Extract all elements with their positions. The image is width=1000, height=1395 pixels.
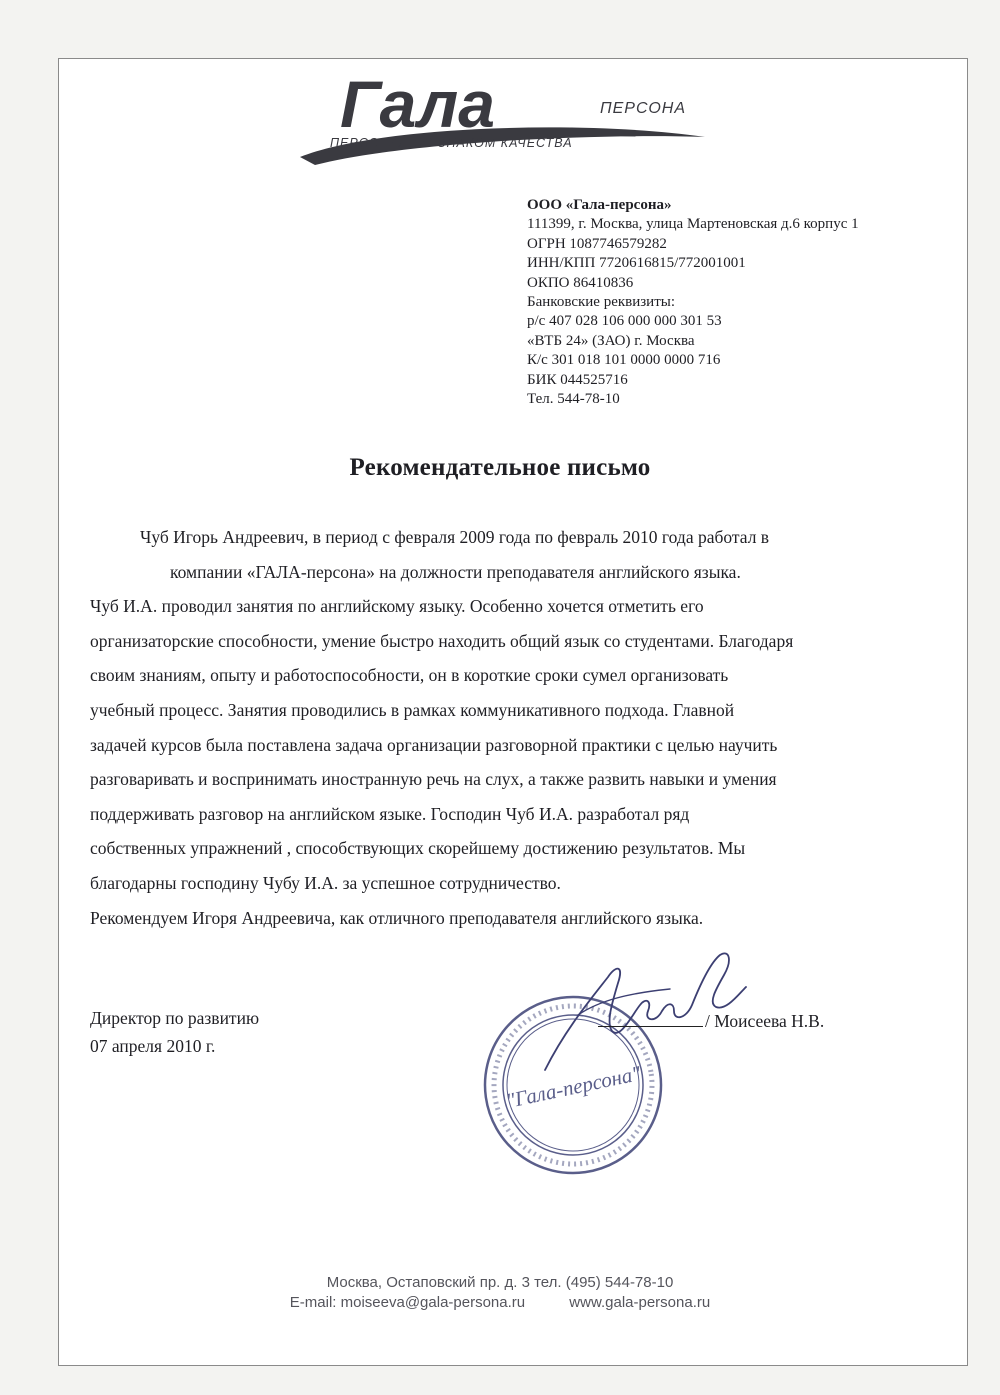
company-inn: ИНН/КПП 7720616815/772001001 [527, 255, 746, 272]
signature [520, 945, 760, 1075]
company-logo [260, 65, 720, 175]
footer-email[interactable]: E-mail: moiseeva@gala-persona.ru [289, 1294, 526, 1311]
company-name: ООО «Гала-персона» [527, 197, 672, 213]
stamp-center-text: "Гала-персона" [503, 1060, 643, 1113]
signer-block [598, 1011, 824, 1032]
signatory-position: Директор по развитию [90, 1008, 260, 1028]
company-bank-label: Банковские реквизиты: [527, 294, 676, 311]
company-ogrn: ОГРН 1087746579282 [527, 235, 667, 252]
logo-sub-text: ПЕРСОНА [600, 100, 686, 117]
footer-address: Москва, Остаповский пр. д. 3 тел. (495) 544-78-10 [326, 1274, 674, 1291]
company-phone: Тел. 544-78-10 [527, 391, 620, 408]
body-line: поддерживать разговор на английском языке. Господин Чуб И.А. разработал ряд [90, 803, 690, 824]
body-line: задачей курсов была поставлена задача организации разговорной практики с целью научить [90, 734, 778, 755]
body-line: учебный процесс. Занятия проводились в рамках коммуникативного подхода. Главной [90, 699, 735, 720]
signer-name: / Моисеева Н.В. [705, 1011, 825, 1031]
logo-tagline-text: ПЕРСОНАЛ СО ЗНАКОМ КАЧЕСТВА [330, 136, 573, 150]
company-bik: БИК 044525716 [527, 371, 628, 388]
body-line: благодарны господину Чубу И.А. за успешное сотрудничество. [90, 872, 561, 893]
body-line: Чуб Игорь Андреевич, в период с февраля 2009 года по февраль 2010 года работал в [140, 527, 770, 547]
company-bank: «ВТБ 24» (ЗАО) г. Москва [527, 332, 695, 349]
company-address: 111399, г. Москва, улица Мартеновская д.6 корпус 1 [527, 216, 859, 233]
company-account: р/с 407 028 106 000 000 301 53 [527, 313, 722, 330]
letter-date: 07 апреля 2010 г. [90, 1036, 216, 1056]
signature-line [598, 1026, 703, 1027]
signatory-block [90, 1004, 259, 1060]
body-line: Рекомендуем Игоря Андреевича, как отличного преподавателя английского языка. [90, 907, 704, 928]
letter-footer [0, 1273, 1000, 1313]
company-details [527, 196, 859, 409]
body-line: разговаривать и воспринимать иностранную речь на слух, а также развить навыки и умения [90, 769, 777, 790]
company-okpo: ОКПО 86410836 [527, 274, 634, 291]
body-line: собственных упражнений , способствующих скорейшему достижению результатов. Мы [90, 838, 746, 859]
logo-main-text: Гала [340, 67, 495, 141]
body-line: своим знаниям, опыту и работоспособности, он в короткие сроки сумел организовать [90, 665, 729, 686]
footer-website[interactable]: www.gala-persona.ru [569, 1294, 711, 1311]
body-line: Чуб И.А. проводил занятия по английскому языку. Особенно хочется отметить его [90, 596, 704, 617]
letter-body [90, 520, 920, 935]
letter-title: Рекомендательное письмо [349, 454, 651, 481]
company-corr-account: К/с 301 018 101 0000 0000 716 [527, 352, 721, 369]
body-line: компании «ГАЛА-персона» на должности преподавателя английского языка. [170, 561, 741, 582]
body-line: организаторские способности, умение быстро находить общий язык со студентами. Благодаря [90, 630, 794, 651]
